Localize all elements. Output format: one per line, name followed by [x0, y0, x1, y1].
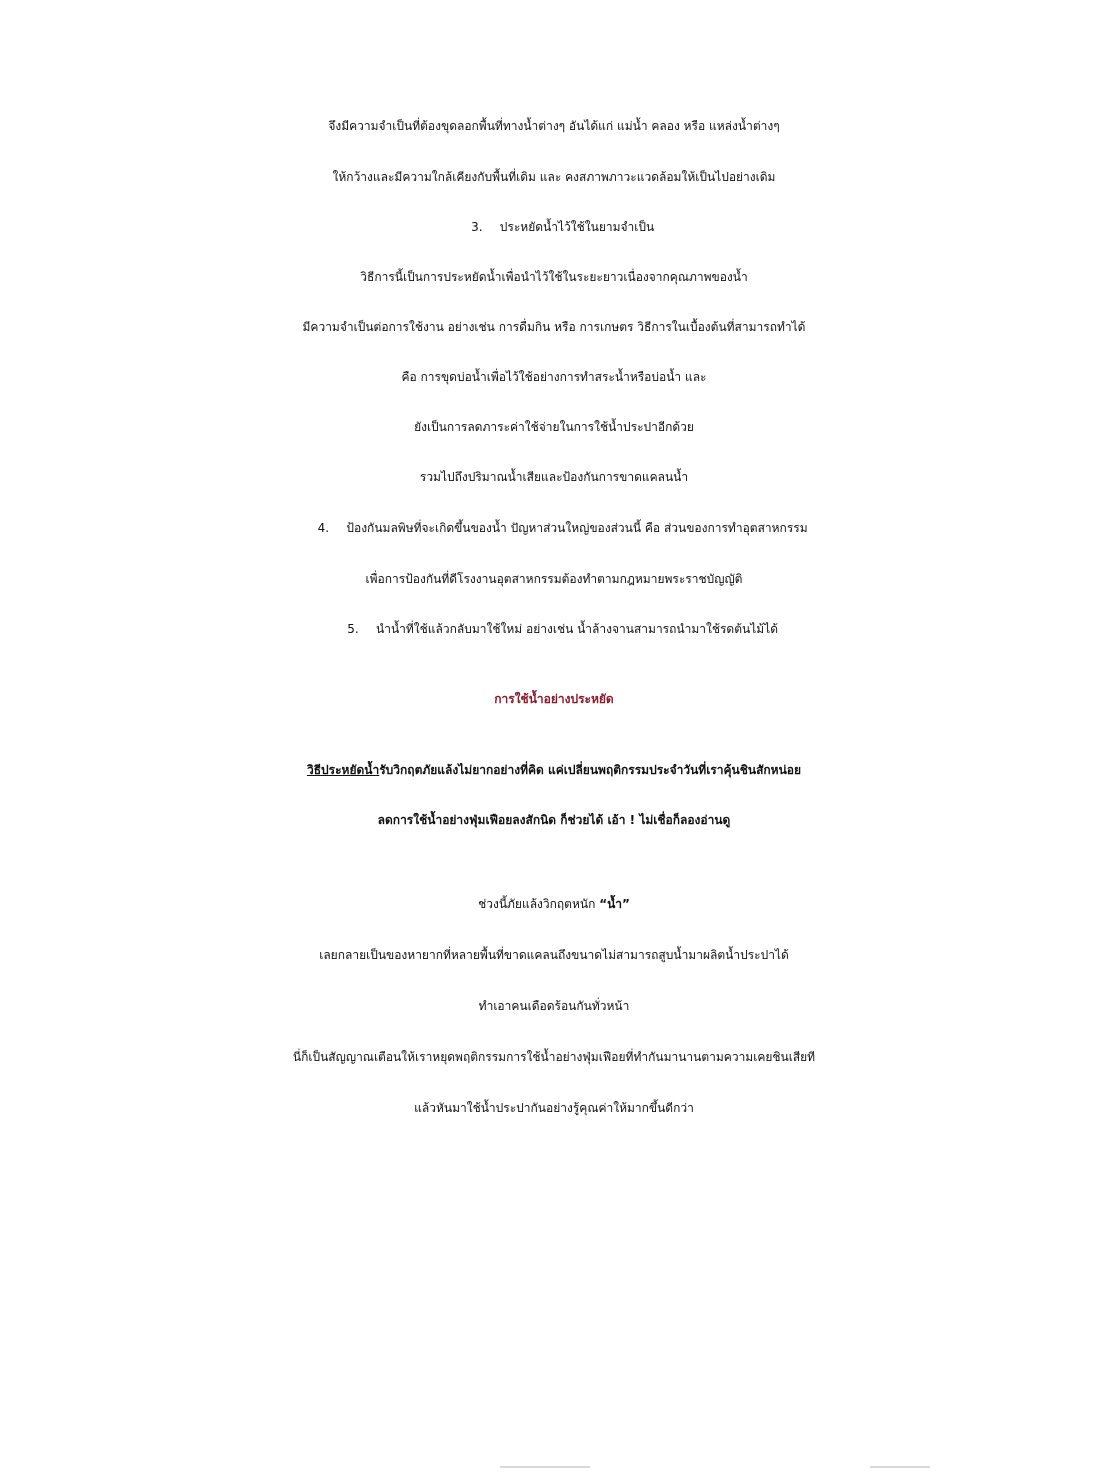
scan-mark	[500, 1466, 590, 1468]
list-item-title: ประหยัดน้ำไว้ใช้ในยามจำเป็น	[499, 220, 655, 234]
paragraph-line: ยังเป็นการลดภาระค่าใช้จ่ายในการใช้น้ำประปาอีกด้วย	[414, 420, 694, 434]
closing-line-1	[0, 889, 1108, 919]
list-item-5	[0, 614, 1108, 644]
paragraph-line: ทำเอาคนเดือดร้อนกันทั่วหน้า	[478, 999, 630, 1013]
list-number: 5.	[347, 622, 359, 636]
intro-line-2: ลดการใช้น้ำอย่างฟุ่มเฟือยลงสักนิด ก็ช่วยได้ เอ้า ! ไม่เชื่อก็ลองอ่านดู	[377, 813, 731, 827]
paragraph-line: แล้วหันมาใช้น้ำประปากันอย่างรู้คุณค่าให้มากขึ้นดีกว่า	[414, 1101, 694, 1115]
scan-mark	[870, 1466, 930, 1468]
closing-text: ช่วงนี้ภัยแล้งวิกฤตหนัก	[478, 897, 596, 911]
paragraph-line: มีความจำเป็นต่อการใช้งาน อย่างเช่น การดื่มกิน หรือ การเกษตร วิธีการในเบื้องต้นที่สามารถทำได้	[302, 320, 806, 334]
paragraph-line: จึงมีความจำเป็นที่ต้องขุดลอกพื้นที่ทางน้ำต่างๆ อันได้แก่ แม่น้ำ คลอง หรือ แหล่งน้ำต่างๆ	[328, 119, 780, 133]
intro-link-text: วิธีประหยัดน้ำ	[306, 763, 380, 777]
scan-edge-marks	[0, 1460, 1108, 1476]
paragraph-line: เลยกลายเป็นของหายากที่หลายพื้นที่ขาดแคลนถึงขนาดไม่สามารถสูบน้ำมาผลิตน้ำประปาได้	[319, 948, 789, 962]
intro-line-1	[0, 755, 1108, 785]
list-item-text: ป้องกันมลพิษที่จะเกิดขึ้นของน้ำ ปัญหาส่วนใหญ่ของส่วนนี้ คือ ส่วนของการทำอุตสาหกรรม	[346, 521, 808, 535]
paragraph-line: วิธีการนี้เป็นการประหยัดน้ำเพื่อนำไว้ใช้ในระยะยาวเนื่องจากคุณภาพของน้ำ	[360, 270, 748, 284]
paragraph-line: เพื่อการป้องกันที่ดีโรงงานอุตสาหกรรมต้องทำตามกฎหมายพระราชบัญญัติ	[365, 572, 743, 586]
paragraph-line: คือ การขุดบ่อน้ำเพื่อไว้ใช้อย่างการทำสระน้ำหรือบ่อน้ำ และ	[401, 370, 707, 384]
closing-quote: “น้ำ”	[599, 897, 630, 911]
paragraph-line: ให้กว้างและมีความใกล้เคียงกับพื้นที่เดิม และ คงสภาพภาวะแวดล้อมให้เป็นไปอย่างเดิม	[332, 170, 776, 184]
paragraph-line: รวมไปถึงปริมาณน้ำเสียและป้องกันการขาดแคลนน้ำ	[419, 470, 689, 484]
intro-text: รับวิกฤตภัยแล้งไม่ยากอย่างที่คิด แค่เปลี่ยนพฤติกรรมประจำวันที่เราคุ้นชินสักหน่อย	[379, 763, 802, 777]
list-item-3-title	[0, 212, 1108, 242]
paragraph-line: นี่ก็เป็นสัญญาณเตือนให้เราหยุดพฤติกรรมการใช้น้ำอย่างฟุ่มเฟือยที่ทำกันมานานตามความเคยชินเสียที	[292, 1050, 816, 1064]
list-item-4	[0, 513, 1108, 543]
section-heading: การใช้น้ำอย่างประหยัด	[494, 692, 614, 706]
list-number: 4.	[317, 521, 330, 535]
list-number: 3.	[471, 220, 483, 234]
list-item-text: นำน้ำที่ใช้แล้วกลับมาใช้ใหม่ อย่างเช่น น้ำล้างจานสามารถนำมาใช้รดต้นไม้ได้	[376, 622, 778, 636]
